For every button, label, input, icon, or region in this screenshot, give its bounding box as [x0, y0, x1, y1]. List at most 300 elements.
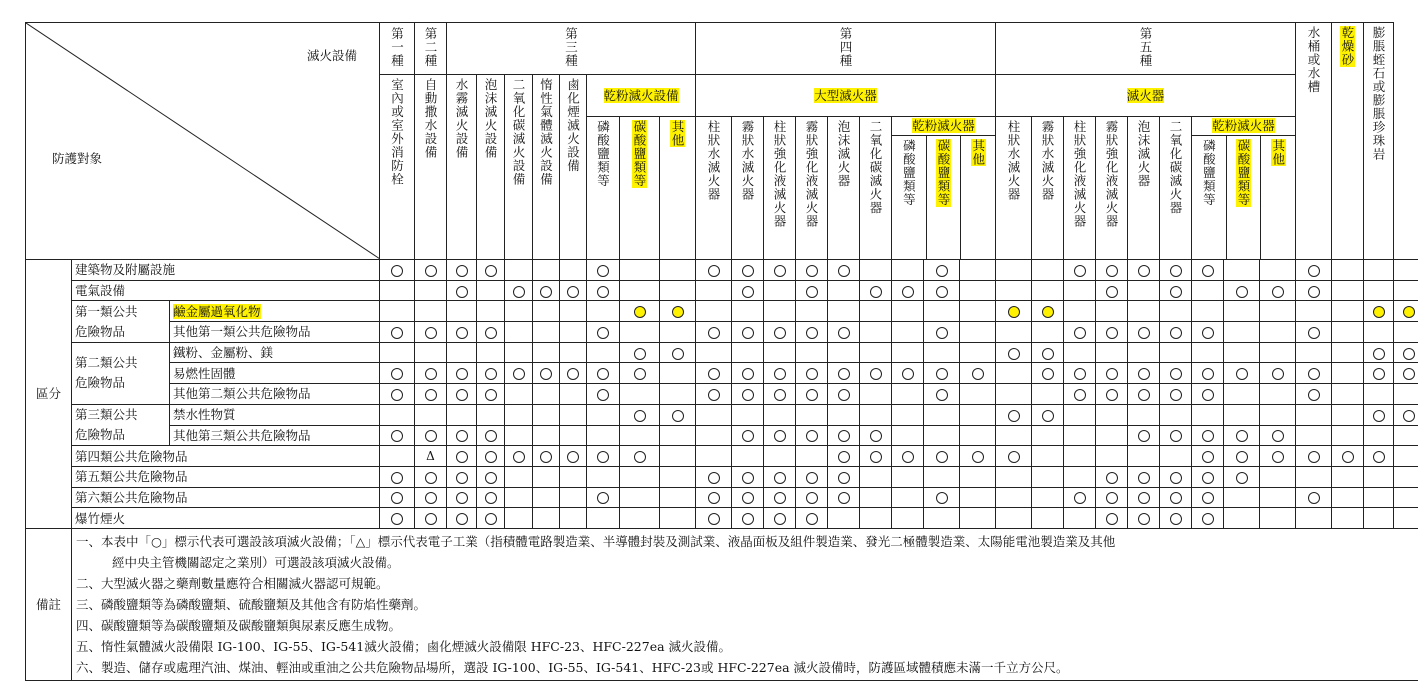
applicable-circle-icon [1138, 472, 1150, 484]
mark-cell [1160, 466, 1192, 487]
applicable-circle-icon [456, 451, 468, 463]
mark-cell [415, 260, 447, 281]
applicable-circle-icon [774, 368, 786, 380]
mark-cell [587, 384, 620, 405]
mark-cell [764, 446, 796, 467]
applicable-circle-icon [540, 451, 552, 463]
mark-cell [587, 466, 620, 487]
mark-cell [828, 425, 860, 446]
applicable-circle-icon [1138, 265, 1150, 277]
mark-cell [533, 363, 560, 384]
applicable-circle-icon [1138, 368, 1150, 380]
applicable-circle-icon [597, 368, 609, 380]
applicable-circle-icon [425, 430, 437, 442]
mark-cell [415, 363, 447, 384]
mark-cell [1064, 363, 1096, 384]
mark-cell [924, 404, 960, 425]
mark-cell [1394, 363, 1418, 384]
applicable-circle-icon [838, 368, 850, 380]
mark-cell [828, 301, 860, 322]
group-1-header: 第一種 [380, 23, 415, 75]
mark-cell [505, 425, 533, 446]
applicable-circle-icon [806, 368, 818, 380]
mark-cell [924, 466, 960, 487]
mark-cell [1394, 301, 1418, 322]
group-3-header: 第三種 [447, 23, 696, 75]
category-label-line: 第三類公共 [75, 407, 138, 422]
mark-cell [1032, 260, 1064, 281]
applicable-circle-icon [1308, 286, 1320, 298]
mark-cell [380, 425, 415, 446]
applicable-circle-icon [456, 472, 468, 484]
applicable-circle-icon [456, 327, 468, 339]
mark-cell [960, 301, 996, 322]
applicable-circle-icon [1373, 451, 1385, 463]
mark-cell [892, 466, 924, 487]
mark-cell [764, 260, 796, 281]
mark-cell [1064, 425, 1096, 446]
applicable-circle-icon [1106, 472, 1118, 484]
mark-cell [1296, 363, 1332, 384]
applicable-circle-icon [1170, 286, 1182, 298]
mark-cell [1332, 363, 1364, 384]
mark-cell [447, 404, 477, 425]
mark-cell [620, 301, 660, 322]
mark-cell [380, 466, 415, 487]
mark-cell [380, 363, 415, 384]
applicable-circle-icon [456, 286, 468, 298]
mark-cell [1296, 384, 1332, 405]
mark-cell [560, 508, 587, 529]
mark-cell [415, 280, 447, 301]
applicable-circle-icon [1308, 492, 1320, 504]
mark-cell [960, 466, 996, 487]
applicable-circle-icon [634, 306, 646, 318]
mark-cell [1260, 280, 1296, 301]
dry-powder-ext-header: 乾粉滅火器 [1192, 117, 1295, 136]
mark-cell [696, 508, 732, 529]
mark-cell [1332, 446, 1364, 467]
subcategory-label: 鐵粉、金屬粉、鎂 [170, 342, 380, 363]
mark-cell [1332, 404, 1364, 425]
mark-cell [796, 466, 828, 487]
mark-cell [1364, 446, 1394, 467]
col-large-phosphate-header: 磷酸鹽類等 [892, 136, 927, 259]
mark-cell [1332, 384, 1364, 405]
mark-cell [960, 404, 996, 425]
applicable-circle-icon [1138, 327, 1150, 339]
mark-cell [1192, 425, 1224, 446]
mark-cell [1332, 322, 1364, 343]
applicable-circle-icon [1074, 265, 1086, 277]
mark-cell [828, 466, 860, 487]
category-label-line: 危險物品 [75, 375, 126, 391]
mark-cell [732, 260, 764, 281]
mark-cell [796, 404, 828, 425]
mark-cell [560, 384, 587, 405]
applicable-circle-icon [708, 265, 720, 277]
applicable-circle-icon [708, 368, 720, 380]
mark-cell [996, 363, 1032, 384]
mark-cell [1394, 446, 1418, 467]
mark-cell [1128, 404, 1160, 425]
mark-cell [380, 404, 415, 425]
mark-cell [477, 384, 505, 405]
applicable-circle-icon [1272, 286, 1284, 298]
mark-cell [1296, 466, 1332, 487]
mark-cell [560, 322, 587, 343]
fire-equipment-table [25, 22, 1418, 681]
mark-cell [960, 260, 996, 281]
applicable-circle-icon [936, 327, 948, 339]
mark-cell [533, 487, 560, 508]
mark-cell [533, 301, 560, 322]
mark-cell [587, 363, 620, 384]
table-row [26, 466, 1418, 487]
mark-cell [1160, 404, 1192, 425]
mark-cell [960, 487, 996, 508]
mark-cell [924, 363, 960, 384]
mark-cell [1364, 508, 1394, 529]
group-4-header: 第四種 [696, 23, 996, 75]
applicable-circle-icon [1170, 472, 1182, 484]
mark-cell [1096, 260, 1128, 281]
mark-cell [860, 384, 892, 405]
mark-cell [620, 280, 660, 301]
mark-cell [796, 260, 828, 281]
applicable-circle-icon [742, 286, 754, 298]
mark-cell [1032, 404, 1064, 425]
mark-cell [447, 425, 477, 446]
applicable-circle-icon [456, 265, 468, 277]
applicable-circle-icon [391, 472, 403, 484]
category-label: 爆竹煙火 [72, 508, 380, 529]
group-5-header: 第五種 [996, 23, 1296, 75]
mark-cell [1128, 384, 1160, 405]
applicable-circle-icon [456, 430, 468, 442]
mark-cell [696, 466, 732, 487]
note-line: 經中央主管機關認定之業別）可選設該項滅火設備。 [112, 554, 400, 570]
mark-cell [732, 384, 764, 405]
mark-cell [533, 466, 560, 487]
mark-cell [892, 363, 924, 384]
applicable-circle-icon [425, 389, 437, 401]
applicable-circle-icon [513, 368, 525, 380]
col-co2-ext-header: 二氧化碳滅火器 [1160, 117, 1192, 260]
applicable-circle-icon [1236, 430, 1248, 442]
mark-cell [732, 466, 764, 487]
mark-cell [1032, 466, 1064, 487]
mark-cell [1160, 446, 1192, 467]
applicable-circle-icon [1373, 348, 1385, 360]
mark-cell [1160, 487, 1192, 508]
mark-cell [1192, 260, 1224, 281]
mark-cell [696, 425, 732, 446]
mark-cell [1064, 322, 1096, 343]
mark-cell [1128, 322, 1160, 343]
mark-cell [1260, 404, 1296, 425]
mark-cell [960, 342, 996, 363]
large-dry-powder-header: 乾粉滅火器 [892, 117, 995, 136]
mark-cell [587, 404, 620, 425]
mark-cell [533, 260, 560, 281]
mark-cell [660, 466, 696, 487]
applicable-circle-icon [597, 327, 609, 339]
applicable-circle-icon [513, 451, 525, 463]
applicable-circle-icon [1373, 368, 1385, 380]
applicable-circle-icon [1138, 430, 1150, 442]
table-row [26, 487, 1418, 508]
note-line: 二、大型滅火器之藥劑數量應符合相關滅火器認可規範。 [76, 575, 389, 591]
mark-cell [620, 342, 660, 363]
mark-cell [1160, 384, 1192, 405]
applicable-circle-icon [708, 492, 720, 504]
applicable-circle-icon [1138, 389, 1150, 401]
mark-cell [1260, 301, 1296, 322]
mark-cell [1394, 384, 1418, 405]
applicable-circle-icon [1342, 451, 1354, 463]
mark-cell [732, 487, 764, 508]
mark-cell [924, 425, 960, 446]
diagonal-header-cell [26, 23, 380, 260]
mark-cell [996, 301, 1032, 322]
mark-cell [892, 322, 924, 343]
mark-cell [1160, 425, 1192, 446]
table-row [26, 322, 1418, 343]
mark-cell [996, 342, 1032, 363]
applicable-circle-icon [1272, 451, 1284, 463]
subcategory-label: 其他第一類公共危險物品 [170, 322, 380, 343]
mark-cell [477, 404, 505, 425]
applicable-circle-icon [456, 368, 468, 380]
applicable-circle-icon [838, 451, 850, 463]
mark-cell [960, 508, 996, 529]
mark-cell [533, 508, 560, 529]
applicable-circle-icon [742, 389, 754, 401]
mark-cell [764, 508, 796, 529]
mark-cell [696, 301, 732, 322]
applicable-circle-icon [1170, 389, 1182, 401]
mark-cell [560, 487, 587, 508]
mark-cell [1364, 301, 1394, 322]
note-line: 一、本表中「○」標示代表可選設該項滅火設備；「△」標示代表電子工業（指積體電路製造業、半導體封裝及測試業、液晶面板及組件製造業、發光二極體製造業、太陽能電池製造業及其他 [76, 533, 1116, 549]
applicable-circle-icon [708, 389, 720, 401]
mark-cell [696, 322, 732, 343]
mark-cell [1364, 363, 1394, 384]
applicable-circle-icon [1236, 451, 1248, 463]
mark-cell [1064, 404, 1096, 425]
mark-cell [1128, 363, 1160, 384]
col-large-carbonate-header: 碳酸鹽類等 [927, 136, 962, 259]
applicable-circle-icon [672, 348, 684, 360]
mark-cell [1064, 446, 1096, 467]
applicable-circle-icon [838, 389, 850, 401]
applicable-circle-icon [1403, 368, 1415, 380]
applicable-circle-icon [597, 389, 609, 401]
col-bucket-header: 水桶或水槽 [1296, 23, 1332, 260]
mark-cell [860, 363, 892, 384]
applicable-circle-icon [936, 265, 948, 277]
applicable-circle-icon [485, 492, 497, 504]
mark-cell [1096, 280, 1128, 301]
mark-cell [560, 301, 587, 322]
category-label-line: 第二類公共 [75, 355, 138, 371]
mark-cell [828, 363, 860, 384]
mark-cell [380, 446, 415, 467]
mark-cell [1096, 322, 1128, 343]
mark-cell [860, 280, 892, 301]
applicable-circle-icon [1202, 451, 1214, 463]
note-line: 五、惰性氣體滅火設備限 IG-100、IG-55、IG-541滅火設備；鹵化煙滅火設備限 HFC-23、HFC-227ea 滅火設備。 [76, 638, 732, 654]
mark-cell [1332, 487, 1364, 508]
mark-cell [415, 322, 447, 343]
mark-cell [1096, 384, 1128, 405]
applicable-circle-icon [1106, 368, 1118, 380]
applicable-circle-icon [567, 451, 579, 463]
mark-cell [447, 260, 477, 281]
applicable-circle-icon [838, 492, 850, 504]
col-dry-sand-header: 乾燥砂 [1332, 23, 1364, 260]
applicable-circle-icon [838, 472, 850, 484]
mark-cell [1332, 342, 1364, 363]
mark-cell [560, 425, 587, 446]
col-large-water-mist-header: 霧狀水滅火器 [732, 117, 764, 260]
mark-cell [996, 322, 1032, 343]
table-row [26, 280, 1418, 301]
applicable-circle-icon [1106, 492, 1118, 504]
applicable-circle-icon [1170, 265, 1182, 277]
applicable-circle-icon [936, 368, 948, 380]
mark-cell [892, 280, 924, 301]
applicable-circle-icon [1202, 327, 1214, 339]
applicable-circle-icon [391, 430, 403, 442]
mark-cell [620, 322, 660, 343]
table-row [26, 301, 1418, 322]
mark-cell [1032, 384, 1064, 405]
applicable-circle-icon [1138, 492, 1150, 504]
mark-cell [1160, 280, 1192, 301]
applicable-circle-icon [540, 368, 552, 380]
mark-cell [1296, 260, 1332, 281]
mark-cell [996, 404, 1032, 425]
mark-cell [560, 260, 587, 281]
applicable-circle-icon [1106, 286, 1118, 298]
applicable-circle-icon [485, 389, 497, 401]
equipment-axis-label: 滅火設備 [307, 48, 358, 63]
mark-cell [1296, 280, 1332, 301]
mark-cell [415, 342, 447, 363]
mark-cell [828, 487, 860, 508]
mark-cell [1296, 404, 1332, 425]
mark-cell [1364, 466, 1394, 487]
mark-cell [892, 260, 924, 281]
mark-cell [660, 404, 696, 425]
applicable-circle-icon [806, 389, 818, 401]
mark-cell [620, 384, 660, 405]
mark-cell [828, 260, 860, 281]
mark-cell [1332, 260, 1364, 281]
mark-cell [415, 384, 447, 405]
mark-cell [1160, 342, 1192, 363]
mark-cell [477, 446, 505, 467]
mark-cell [560, 404, 587, 425]
mark-cell [447, 280, 477, 301]
mark-cell [1192, 301, 1224, 322]
category-label: 建築物及附屬設施 [72, 260, 380, 281]
mark-cell [447, 342, 477, 363]
mark-cell [1394, 342, 1418, 363]
applicable-circle-icon [936, 286, 948, 298]
mark-cell [660, 446, 696, 467]
fire-equipment-table-wrapper [25, 22, 1418, 681]
mark-cell [1128, 508, 1160, 529]
col-inert-gas-header: 惰性氣體滅火設備 [533, 75, 560, 260]
mark-cell [828, 508, 860, 529]
mark-cell [505, 363, 533, 384]
mark-cell [560, 446, 587, 467]
mark-cell [505, 508, 533, 529]
mark-cell [828, 280, 860, 301]
table-row [26, 404, 1418, 425]
applicable-circle-icon [774, 389, 786, 401]
mark-cell [620, 508, 660, 529]
mark-cell [764, 384, 796, 405]
mark-cell [415, 508, 447, 529]
mark-cell [764, 466, 796, 487]
applicable-circle-icon [774, 513, 786, 525]
mark-cell [620, 466, 660, 487]
category-label: 第六類公共危險物品 [72, 487, 380, 508]
mark-cell [796, 487, 828, 508]
mark-cell [860, 342, 892, 363]
col-other-ext-header: 其他 [1270, 139, 1286, 166]
mark-cell [415, 404, 447, 425]
mark-cell [860, 466, 892, 487]
mark-cell [1296, 487, 1332, 508]
mark-cell [1032, 487, 1064, 508]
mark-cell [1128, 487, 1160, 508]
mark-cell [732, 363, 764, 384]
applicable-circle-icon [634, 410, 646, 422]
mark-cell [415, 487, 447, 508]
mark-cell [1260, 425, 1296, 446]
mark-cell [892, 508, 924, 529]
header-row-groups [26, 23, 1418, 75]
mark-cell [1096, 466, 1128, 487]
mark-cell [447, 363, 477, 384]
mark-cell [505, 301, 533, 322]
mark-cell [1364, 425, 1394, 446]
mark-cell [533, 384, 560, 405]
mark-cell [533, 404, 560, 425]
col-large-co2-header: 二氧化碳滅火器 [860, 117, 892, 260]
mark-cell [1260, 446, 1296, 467]
mark-cell [732, 404, 764, 425]
mark-cell [587, 446, 620, 467]
applicable-circle-icon [1170, 368, 1182, 380]
mark-cell [796, 446, 828, 467]
mark-cell [477, 508, 505, 529]
mark-cell [1096, 404, 1128, 425]
applicable-circle-icon [1074, 327, 1086, 339]
mark-cell [696, 404, 732, 425]
col-co2-header: 二氧化碳滅火設備 [505, 75, 533, 260]
applicable-circle-icon [806, 513, 818, 525]
mark-cell [1192, 342, 1224, 363]
extinguisher-header: 滅火器 [996, 75, 1296, 117]
applicable-circle-icon [1106, 513, 1118, 525]
mark-cell [996, 446, 1032, 467]
